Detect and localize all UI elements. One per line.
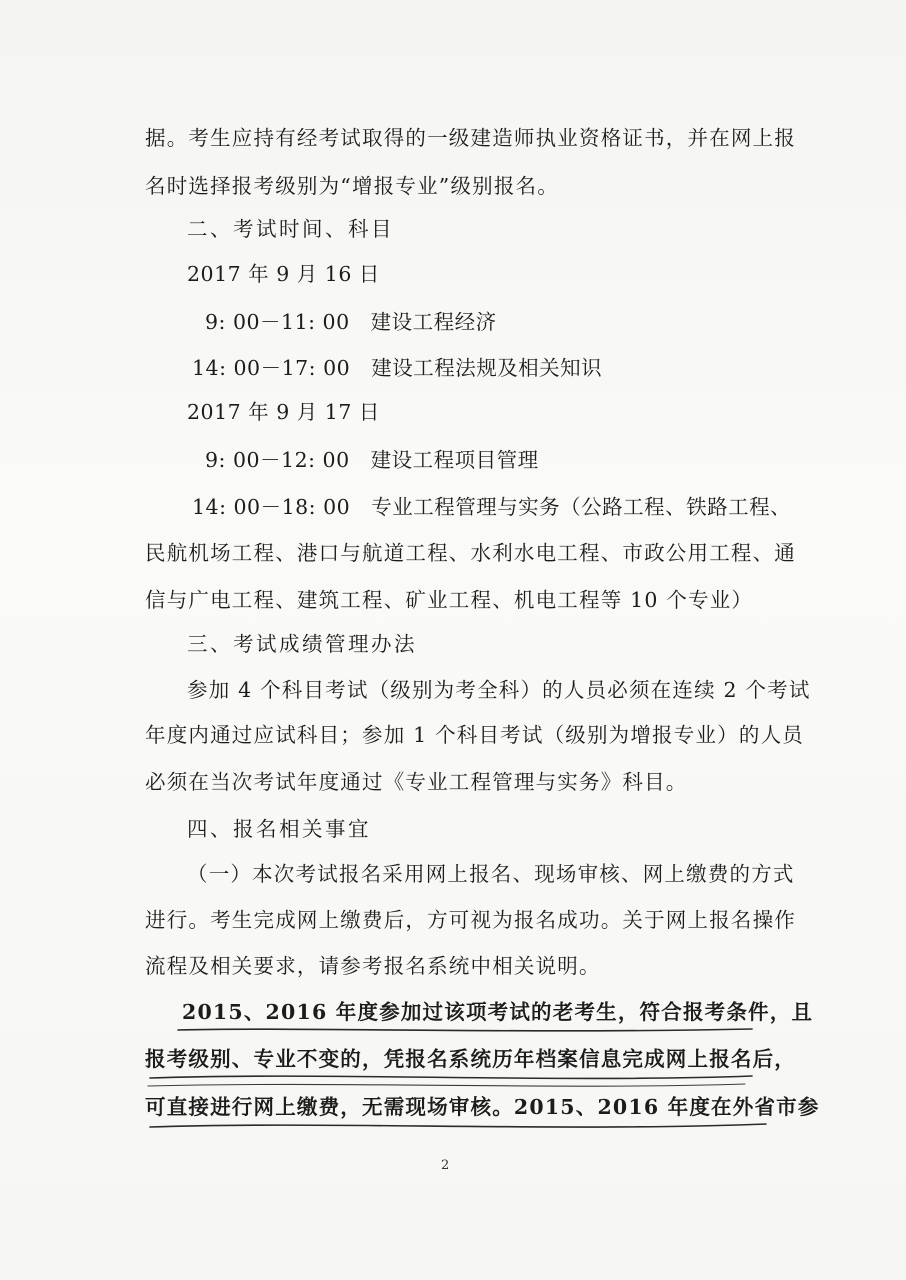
- highlighted-text-line: 报考级别、专业不变的，凭报名系统历年档案信息完成网上报名后，: [145, 1047, 796, 1071]
- text-line: 进行。考生完成网上缴费后，方可视为报名成功。关于网上报名操作: [145, 908, 796, 932]
- text-line: 据。考生应持有经考试取得的一级建造师执业资格证书，并在网上报: [145, 126, 796, 150]
- page-number: 2: [441, 1158, 450, 1173]
- section-heading: 四、报名相关事宜: [187, 817, 371, 841]
- text-line: （一）本次考试报名采用网上报名、现场审核、网上缴费的方式: [187, 862, 795, 886]
- exam-schedule-item: 9: 00－12: 00 建设工程项目管理: [205, 448, 539, 472]
- exam-date: 2017 年 9 月 17 日: [187, 400, 380, 424]
- text-line: 年度内通过应试科目；参加 1 个科目考试（级别为增报专业）的人员: [145, 723, 804, 747]
- exam-date: 2017 年 9 月 16 日: [187, 262, 380, 286]
- text-line: 参加 4 个科目考试（级别为考全科）的人员必须在连续 2 个考试: [187, 678, 811, 702]
- exam-schedule-item: 14: 00－18: 00 专业工程管理与实务（公路工程、铁路工程、: [192, 495, 792, 519]
- text-line: 民航机场工程、港口与航道工程、水利水电工程、市政公用工程、通: [145, 541, 796, 565]
- text-line: 信与广电工程、建筑工程、矿业工程、机电工程等 10 个专业）: [145, 588, 754, 612]
- text-line: 流程及相关要求，请参考报名系统中相关说明。: [145, 954, 601, 978]
- text-line: 必须在当次考试年度通过《专业工程管理与实务》科目。: [145, 770, 688, 794]
- section-heading: 二、考试时间、科目: [187, 217, 394, 241]
- section-heading: 三、考试成绩管理办法: [187, 632, 417, 656]
- text-line: 名时选择报考级别为“增报专业”级别报名。: [145, 174, 559, 198]
- exam-schedule-item: 14: 00－17: 00 建设工程法规及相关知识: [192, 356, 603, 380]
- highlighted-text-line: 可直接进行网上缴费，无需现场审核。2015、2016 年度在外省市参: [145, 1095, 820, 1119]
- exam-schedule-item: 9: 00－11: 00 建设工程经济: [205, 310, 497, 334]
- highlighted-text-line: 2015、2016 年度参加过该项考试的老考生，符合报考条件，且: [182, 1000, 814, 1024]
